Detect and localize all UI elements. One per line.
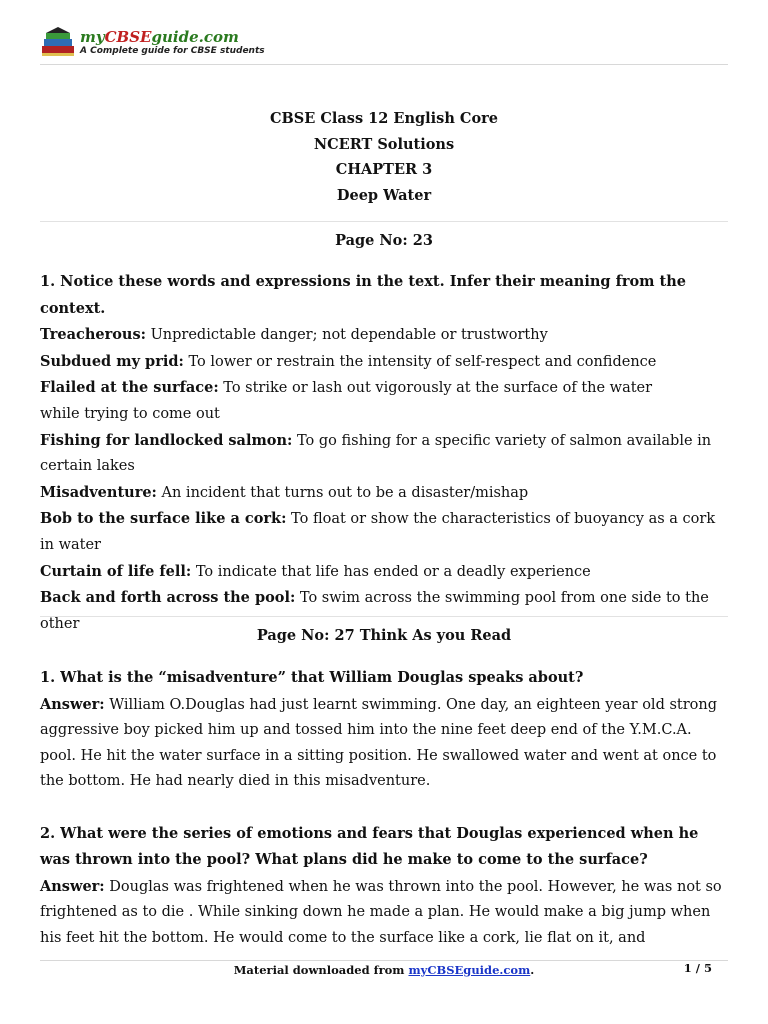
logo-tagline: A Complete guide for CBSE students — [80, 46, 265, 56]
page-footer: Material downloaded from myCBSEguide.com. — [233, 963, 535, 977]
vocab-item: Back and forth across the pool: To swim across the swimming pool from one side to the other — [40, 589, 709, 632]
answer-text: Answer: William O.Douglas had just learnt swimming. One day, an eighteen year old strong aggressive boy picked him up and tossed him into the nine feet deep end of the Y.M.C.A. pool. He hit the water surface in a sitting position. He swallowed water and went at once to the bottom. He had nearly died in this misadventure. — [40, 695, 718, 790]
think-as-you-read-section — [40, 665, 730, 952]
section-divider — [40, 221, 728, 222]
logo-site-name: myCBSEguide.com — [80, 28, 239, 46]
page-number-heading: Page No: 23 — [335, 232, 433, 249]
vocabulary-section — [40, 269, 730, 637]
question-heading: 1. Notice these words and expressions in the text. Infer their meaning from the context. — [40, 273, 686, 317]
vocab-item: Curtain of life fell: To indicate that life has ended or a deadly experience — [40, 562, 591, 580]
title-solutions: NCERT Solutions — [313, 135, 455, 153]
document-title — [0, 106, 768, 208]
page-counter: 1 / 5 — [683, 961, 712, 975]
vocab-item: Treacherous: Unpredictable danger; not dependable or trustworthy — [40, 326, 548, 344]
footer-site-link[interactable]: myCBSEguide.com — [408, 963, 531, 977]
vocab-item: Flailed at the surface: To strike or lash out vigorously at the surface of the water while trying to come out — [40, 379, 653, 422]
vocab-item: Subdued my prid: To lower or restrain the intensity of self-respect and confidence — [40, 352, 657, 370]
page-header — [40, 24, 728, 65]
page-number-heading: Page No: 27 Think As you Read — [256, 627, 512, 644]
footer-divider — [40, 960, 728, 961]
title-class: CBSE Class 12 English Core — [270, 110, 498, 127]
vocab-item: Bob to the surface like a cork: To float or show the characteristics of buoyancy as a cork in water — [40, 510, 716, 553]
vocab-item: Fishing for landlocked salmon: To go fishing for a specific variety of salmon available in certain lakes — [40, 431, 712, 475]
vocab-item: Misadventure: An incident that turns out to be a disaster/mishap — [40, 483, 529, 501]
section-divider — [40, 616, 728, 617]
answer-text: Answer: Douglas was frightened when he was thrown into the pool. However, he was not so frightened as to die . While sinking down he made a plan. He would make a big jump when his feet hit the bottom. He would come to the surface like a cork, lie flat on it, and — [40, 877, 722, 946]
question-heading: 1. What is the “misadventure” that William Douglas speaks about? — [40, 669, 584, 686]
books-icon — [40, 26, 78, 58]
title-chapter-name: Deep Water — [336, 186, 432, 204]
site-logo[interactable] — [40, 26, 280, 60]
question-heading: 2. What were the series of emotions and fears that Douglas experienced when he was thrown into the pool? What plans did he make to come to the surface? — [40, 824, 699, 869]
title-chapter: CHAPTER 3 — [335, 161, 433, 179]
